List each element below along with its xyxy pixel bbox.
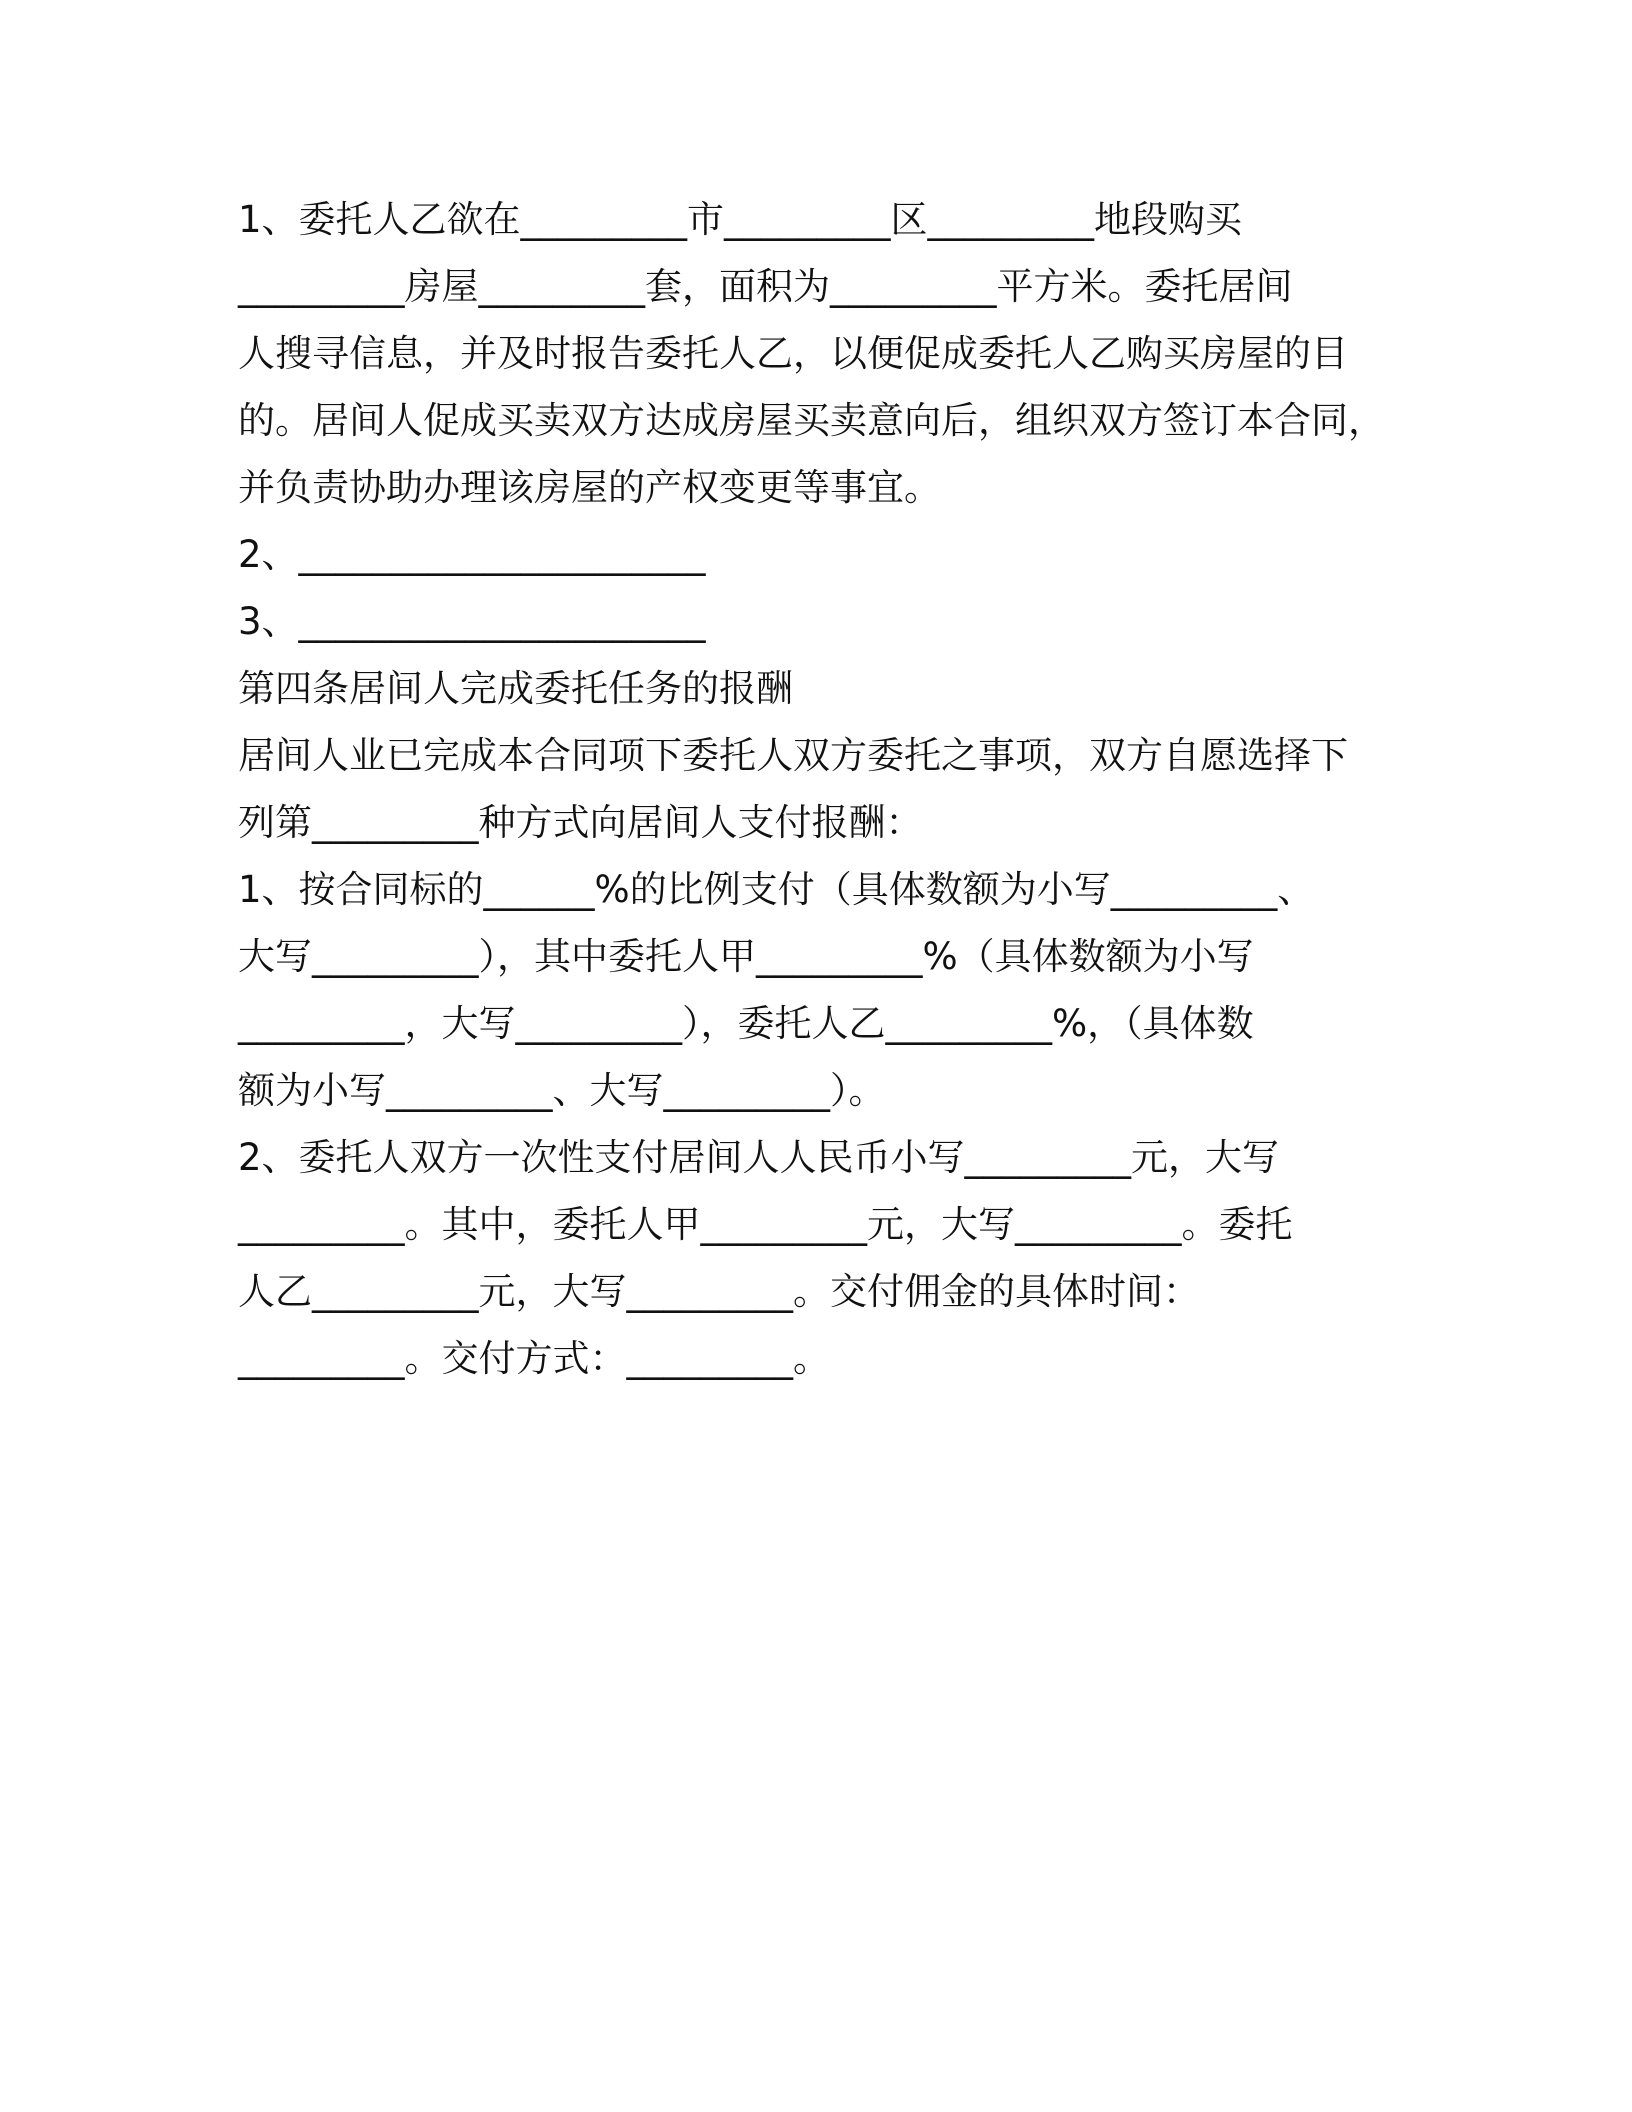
text-line-11: 1、按合同标的______%的比例支付（具体数额为小写_________、 bbox=[238, 868, 1315, 911]
text-line-13: _________，大写_________），委托人乙_________%，（具体数 bbox=[238, 1002, 1254, 1045]
text-line-15: 2、委托人双方一次性支付居间人人民币小写_________元，大写 bbox=[238, 1136, 1280, 1179]
text-line-16: _________。其中，委托人甲_________元，大写_________。委托 bbox=[238, 1203, 1293, 1246]
document-body bbox=[238, 186, 1398, 1392]
text-line-3: 人搜寻信息，并及时报告委托人乙，以便促成委托人乙购买房屋的目 bbox=[238, 332, 1348, 375]
text-line-6: 2、______________________ bbox=[238, 533, 706, 576]
text-line-4: 的。居间人促成买卖双方达成房屋买卖意向后，组织双方签订本合同， bbox=[238, 399, 1385, 442]
text-line-1: 1、委托人乙欲在_________市_________区_________地段购买 bbox=[238, 198, 1243, 241]
text-line-12: 大写_________），其中委托人甲_________%（具体数额为小写 bbox=[238, 935, 1254, 978]
text-line-5: 并负责协助办理该房屋的产权变更等事宜。 bbox=[238, 466, 941, 509]
text-line-9: 居间人业已完成本合同项下委托人双方委托之事项，双方自愿选择下 bbox=[238, 734, 1348, 777]
text-line-17: 人乙_________元，大写_________。交付佣金的具体时间： bbox=[238, 1270, 1200, 1313]
text-line-14: 额为小写_________、大写_________）。 bbox=[238, 1069, 886, 1112]
text-line-10: 列第_________种方式向居间人支付报酬： bbox=[238, 801, 923, 844]
text-line-18: _________。交付方式：_________。 bbox=[238, 1337, 830, 1380]
text-line-7: 3、______________________ bbox=[238, 600, 706, 643]
section-heading: 第四条居间人完成委托任务的报酬 bbox=[238, 667, 793, 710]
text-line-2: _________房屋_________套，面积为_________平方米。委托居间 bbox=[238, 265, 1293, 308]
